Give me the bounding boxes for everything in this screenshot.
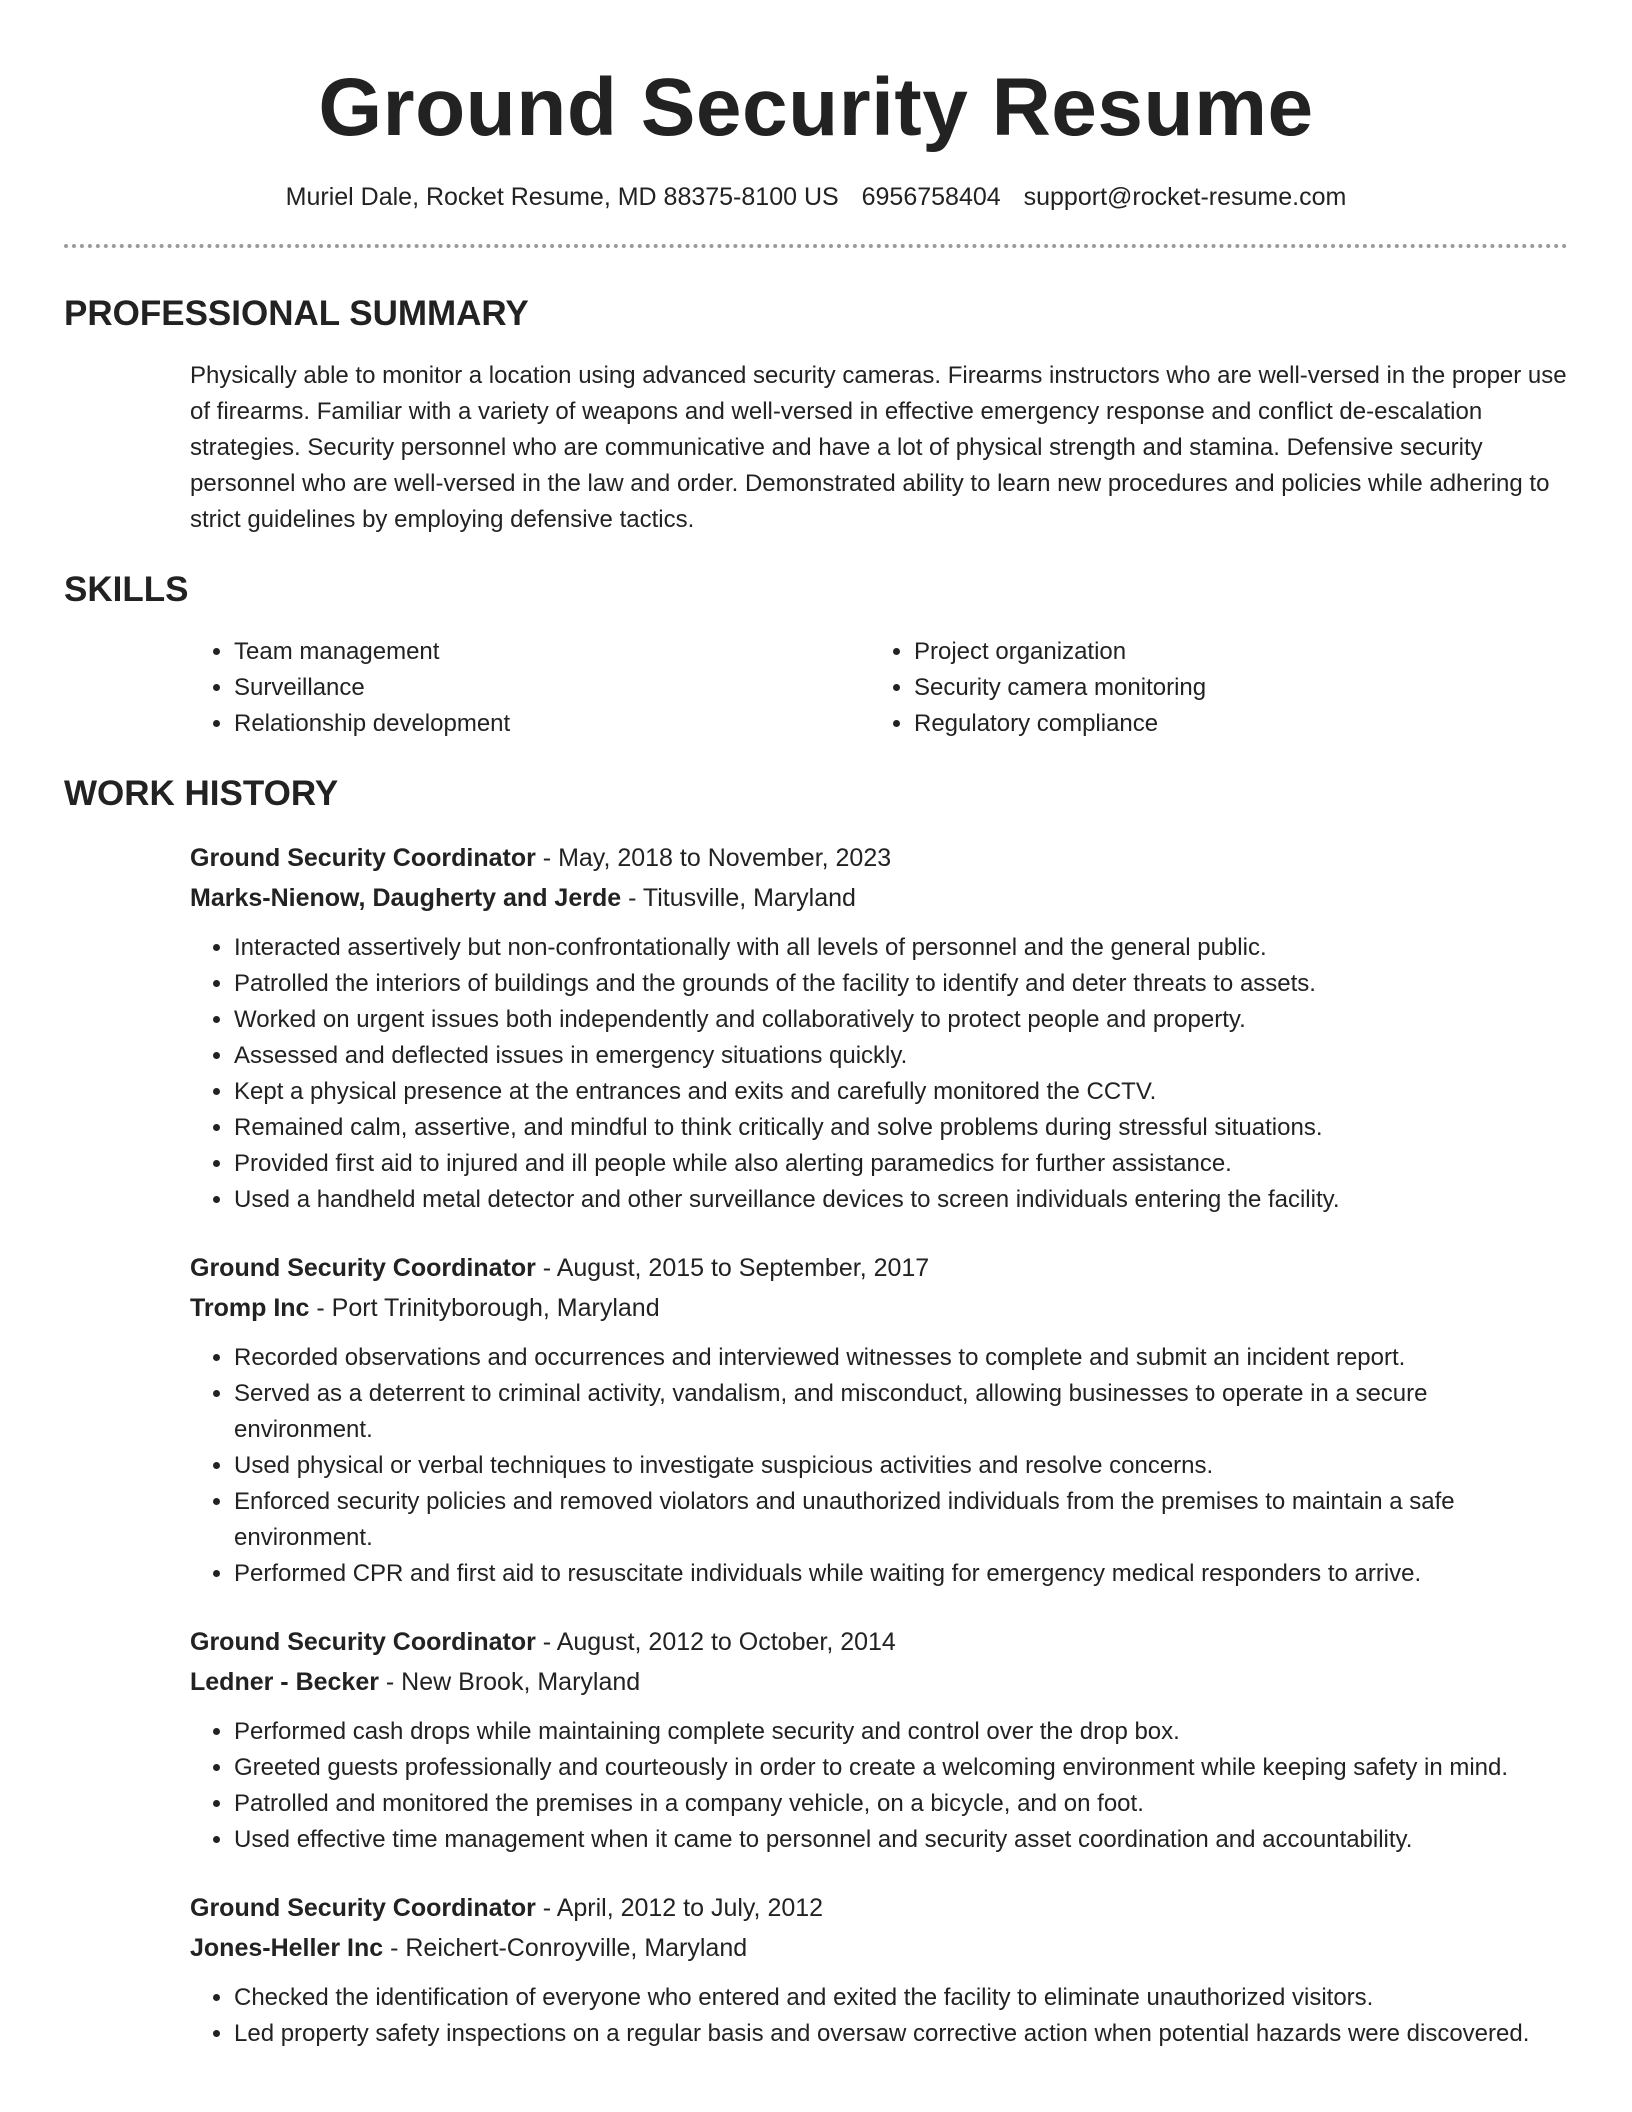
job-bullet: • Recorded observations and occurrences and interviewed witnesses to complete and submit an incident report.	[234, 1340, 1568, 1376]
job-company-line	[190, 1662, 1568, 1702]
job-bullets	[190, 1980, 1568, 2052]
job-title: Ground Security Coordinator	[190, 1628, 536, 1656]
contact-phone: 6956758404	[861, 183, 1001, 211]
skills-column-right	[870, 634, 1550, 742]
job-bullet: • Used a handheld metal detector and other surveillance devices to screen individuals entering the facility.	[234, 1182, 1568, 1218]
summary-heading: PROFESSIONAL SUMMARY	[64, 294, 529, 333]
skills-list	[190, 634, 1568, 742]
job-entry	[190, 838, 1568, 1218]
job-bullet: • Used effective time management when it came to personnel and security asset coordination and accountability.	[234, 1822, 1568, 1858]
job-dates: - August, 2015 to September, 2017	[535, 1254, 930, 1282]
job-entry	[190, 1248, 1568, 1592]
skill-item: • Team management	[234, 634, 870, 670]
job-bullet: • Patrolled the interiors of buildings and the grounds of the facility to identify and deter threats to assets.	[234, 966, 1568, 1002]
job-bullets	[190, 1714, 1568, 1858]
job-company-line	[190, 878, 1568, 918]
job-company: Jones-Heller Inc	[190, 1934, 384, 1962]
job-title: Ground Security Coordinator	[190, 1254, 536, 1282]
job-bullet: • Enforced security policies and removed violators and unauthorized individuals from the premises to maintain a safe environment.	[234, 1484, 1568, 1556]
work-history-heading: WORK HISTORY	[64, 774, 339, 813]
skill-item: • Project organization	[914, 634, 1550, 670]
job-dates: - April, 2012 to July, 2012	[535, 1894, 824, 1922]
skills-column-left	[190, 634, 870, 742]
job-bullet: • Patrolled and monitored the premises in a company vehicle, on a bicycle, and on foot.	[234, 1786, 1568, 1822]
job-bullet: • Used physical or verbal techniques to investigate suspicious activities and resolve concerns.	[234, 1448, 1568, 1484]
skill-item: • Relationship development	[234, 706, 870, 742]
skill-item: • Security camera monitoring	[914, 670, 1550, 706]
skill-item: • Regulatory compliance	[914, 706, 1550, 742]
job-entry	[190, 1622, 1568, 1858]
job-bullet: • Greeted guests professionally and courteously in order to create a welcoming environment while keeping safety in mind.	[234, 1750, 1568, 1786]
job-bullet: • Remained calm, assertive, and mindful to think critically and solve problems during stressful situations.	[234, 1110, 1568, 1146]
job-entry	[190, 1888, 1568, 2052]
job-bullet: • Served as a deterrent to criminal activity, vandalism, and misconduct, allowing businesses to operate in a secure environment.	[234, 1376, 1568, 1448]
job-bullets	[190, 930, 1568, 1218]
skill-item: • Surveillance	[234, 670, 870, 706]
job-bullet: • Worked on urgent issues both independently and collaboratively to protect people and property.	[234, 1002, 1568, 1038]
job-bullet: • Kept a physical presence at the entrances and exits and carefully monitored the CCTV.	[234, 1074, 1568, 1110]
contact-email: support@rocket-resume.com	[1023, 183, 1347, 211]
job-dates: - May, 2018 to November, 2023	[535, 844, 892, 872]
skills-heading: SKILLS	[64, 570, 189, 609]
job-bullet: • Performed cash drops while maintaining complete security and control over the drop box.	[234, 1714, 1568, 1750]
job-company: Marks-Nienow, Daugherty and Jerde	[190, 884, 622, 912]
job-title-line	[190, 838, 1568, 878]
job-company: Ledner - Becker	[190, 1668, 379, 1696]
job-title-line	[190, 1622, 1568, 1662]
header-divider	[64, 244, 1568, 248]
contact-address: Muriel Dale, Rocket Resume, MD 88375-8100 US	[285, 183, 839, 211]
job-bullet: • Provided first aid to injured and ill people while also alerting paramedics for further assistance.	[234, 1146, 1568, 1182]
job-dates: - August, 2012 to October, 2014	[535, 1628, 896, 1656]
job-bullet: • Checked the identification of everyone who entered and exited the facility to eliminate unauthorized visitors.	[234, 1980, 1568, 2016]
job-location: - New Brook, Maryland	[378, 1668, 641, 1696]
contact-line	[64, 180, 1568, 214]
job-bullet: • Performed CPR and first aid to resuscitate individuals while waiting for emergency medical responders to arrive.	[234, 1556, 1568, 1592]
job-bullets	[190, 1340, 1568, 1592]
job-title-line	[190, 1248, 1568, 1288]
job-title-line	[190, 1888, 1568, 1928]
job-location: - Titusville, Maryland	[621, 884, 856, 912]
job-company-line	[190, 1288, 1568, 1328]
job-bullet: • Led property safety inspections on a regular basis and oversaw corrective action when potential hazards were discovered.	[234, 2016, 1568, 2052]
job-bullet: • Assessed and deflected issues in emergency situations quickly.	[234, 1038, 1568, 1074]
summary-text: Physically able to monitor a location using advanced security cameras. Firearms instructors who are well-versed in the proper use of firearms. Familiar with a variety of weapons and well-versed in effective emergency response and conflict de-escalation strategies. Security personnel who are communicative and have a lot of physical strength and stamina. Defensive security personnel who are well-versed in the law and order. Demonstrated ability to learn new procedures and policies while adhering to strict guidelines by employing defensive tactics.	[190, 362, 1567, 533]
job-company: Tromp Inc	[190, 1294, 310, 1322]
job-location: - Port Trinityborough, Maryland	[309, 1294, 660, 1322]
resume-title: Ground Security Resume	[318, 62, 1314, 153]
job-title: Ground Security Coordinator	[190, 1894, 536, 1922]
job-title: Ground Security Coordinator	[190, 844, 536, 872]
job-bullet: • Interacted assertively but non-confrontationally with all levels of personnel and the general public.	[234, 930, 1568, 966]
job-location: - Reichert-Conroyville, Maryland	[383, 1934, 748, 1962]
job-company-line	[190, 1928, 1568, 1968]
